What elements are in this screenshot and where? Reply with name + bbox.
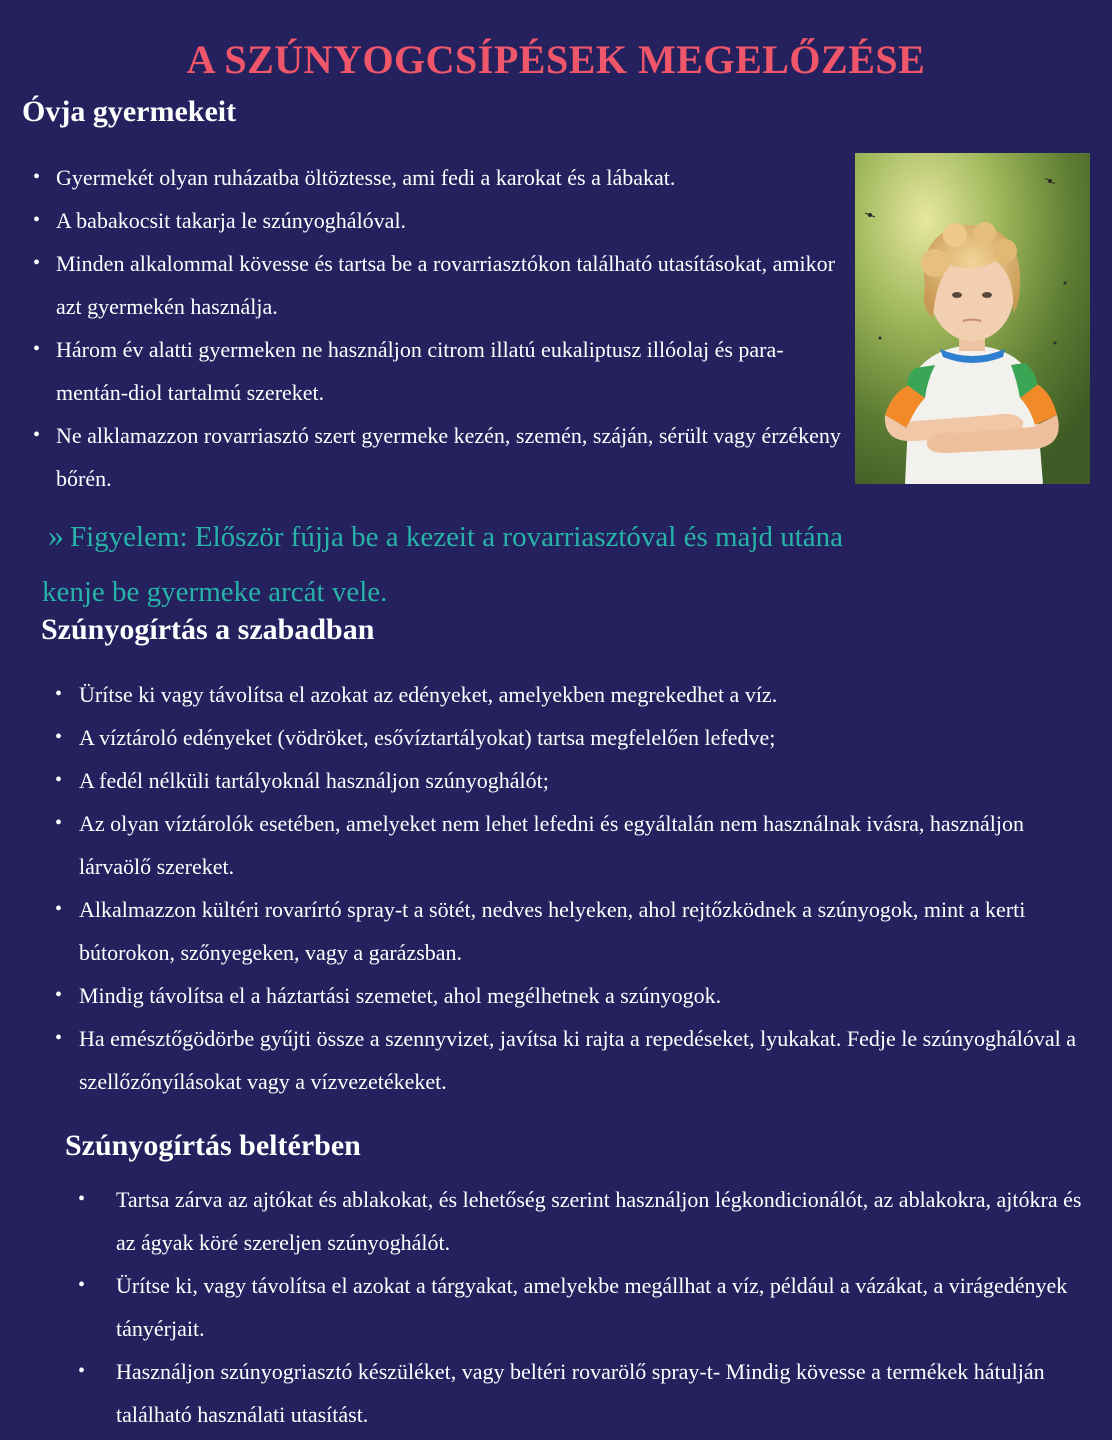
warning-note bbox=[42, 508, 1042, 620]
list-item bbox=[55, 1017, 1079, 1103]
list-item bbox=[78, 1178, 1106, 1264]
list-item bbox=[33, 414, 846, 500]
list-item bbox=[33, 242, 846, 328]
page-title: A SZÚNYOGCSÍPÉSEK MEGELŐZÉSE bbox=[186, 37, 926, 82]
list-item bbox=[55, 673, 1079, 716]
warning-line-1 bbox=[42, 508, 1042, 565]
warning-line-2: kenje be gyermeke arcát vele. bbox=[42, 576, 388, 608]
list-item-text: Alkalmazzon kültéri rovarírtó spray-t a sötét, nedves helyeken, ahol rejtőzködnek a szúnyogok, mint a kerti bútorokon, szőnyegeken, vagy a garázsban. bbox=[79, 897, 1026, 965]
bullet-icon: • bbox=[78, 1188, 86, 1210]
list-item bbox=[55, 802, 1079, 888]
list-item-text: A babakocsit takarja le szúnyoghálóval. bbox=[56, 208, 407, 233]
list-item-text: Gyermekét olyan ruházatba öltöztesse, ami fedi a karokat és a lábakat. bbox=[56, 165, 676, 190]
bullet-icon: • bbox=[33, 166, 41, 188]
bullet-icon: • bbox=[33, 424, 41, 446]
list-item bbox=[55, 888, 1079, 974]
child-photo bbox=[855, 153, 1090, 484]
list-item-text: Az olyan víztárolók esetében, amelyeket nem lehet lefedni és egyáltalán nem használnak ivásra, használjon lárvaölő szereket. bbox=[79, 811, 1025, 879]
list-item-text: A víztároló edényeket (vödröket, esővíztartályokat) tartsa megfelelően lefedve; bbox=[79, 725, 776, 750]
list-item bbox=[55, 759, 1079, 802]
bullet-icon: • bbox=[55, 812, 63, 834]
list-item-text: Használjon szúnyogriasztó készüléket, vagy beltéri rovarölő spray-t- Mindig kövesse a termékek hátulján található használati utasítást. bbox=[116, 1359, 1045, 1427]
section-heading-outdoor: Szúnyogírtás a szabadban bbox=[41, 613, 375, 646]
list-item-text: Ürítse ki, vagy távolítsa el azokat a tárgyakat, amelyekbe megállhat a víz, például a vázákat, a virágedények tányérjait. bbox=[116, 1273, 1068, 1341]
bullet-icon: • bbox=[78, 1360, 86, 1382]
list-item-text: Három év alatti gyermeken ne használjon citrom illatú eukaliptusz illóolaj és para-mentán-diol tartalmú szereket. bbox=[56, 337, 784, 405]
bullet-icon: • bbox=[33, 209, 41, 231]
warning-text-1: Figyelem: Először fújja be a kezeit a rovarriasztóval és majd utána bbox=[70, 521, 844, 553]
bullet-icon: • bbox=[55, 1027, 63, 1049]
list-item-text: Minden alkalommal kövesse és tartsa be a rovarriasztókon található utasításokat, amikor azt gyermekén használja. bbox=[56, 251, 835, 319]
bullet-icon: • bbox=[55, 683, 63, 705]
child-with-mosquitoes-photo-icon bbox=[855, 153, 1090, 484]
list-item-text: Tartsa zárva az ajtókat és ablakokat, és lehetőség szerint használjon légkondicionálót, az ablakokra, ajtókra és az ágyak köré szereljen szúnyoghálót. bbox=[116, 1187, 1082, 1255]
list-item bbox=[55, 974, 1079, 1017]
list-item-text: Ürítse ki vagy távolítsa el azokat az edényeket, amelyekben megrekedhet a víz. bbox=[79, 682, 778, 707]
protect-children-list bbox=[33, 156, 846, 500]
list-item-text: Mindig távolítsa el a háztartási szemetet, ahol megélhetnek a szúnyogok. bbox=[79, 983, 722, 1008]
bullet-icon: • bbox=[78, 1274, 86, 1296]
bullet-icon: • bbox=[55, 769, 63, 791]
bullet-icon: • bbox=[55, 726, 63, 748]
section-heading-protect-children: Óvja gyermekeit bbox=[22, 95, 237, 128]
bullet-icon: • bbox=[55, 984, 63, 1006]
list-item-text: A fedél nélküli tartályoknál használjon szúnyoghálót; bbox=[79, 768, 549, 793]
list-item bbox=[55, 716, 1079, 759]
list-item bbox=[33, 156, 846, 199]
list-item bbox=[33, 328, 846, 414]
list-item-text: Ne alklamazzon rovarriasztó szert gyermeke kezén, szemén, száján, sérült vagy érzékeny bőrén. bbox=[56, 423, 841, 491]
outdoor-list bbox=[55, 673, 1079, 1103]
list-item bbox=[78, 1264, 1106, 1350]
bullet-icon: • bbox=[33, 338, 41, 360]
section-heading-indoor: Szúnyogírtás beltérben bbox=[65, 1129, 361, 1162]
indoor-list bbox=[78, 1178, 1106, 1436]
list-item bbox=[33, 199, 846, 242]
chevron-right-icon: » bbox=[48, 517, 64, 553]
list-item-text: Ha emésztőgödörbe gyűjti össze a szennyvizet, javítsa ki rajta a repedéseket, lyukakat. Fedje le szúnyoghálóval a szellőzőnyílásokat vagy a vízvezetékeket. bbox=[79, 1026, 1076, 1094]
list-item bbox=[78, 1350, 1106, 1436]
bullet-icon: • bbox=[55, 898, 63, 920]
bullet-icon: • bbox=[33, 252, 41, 274]
